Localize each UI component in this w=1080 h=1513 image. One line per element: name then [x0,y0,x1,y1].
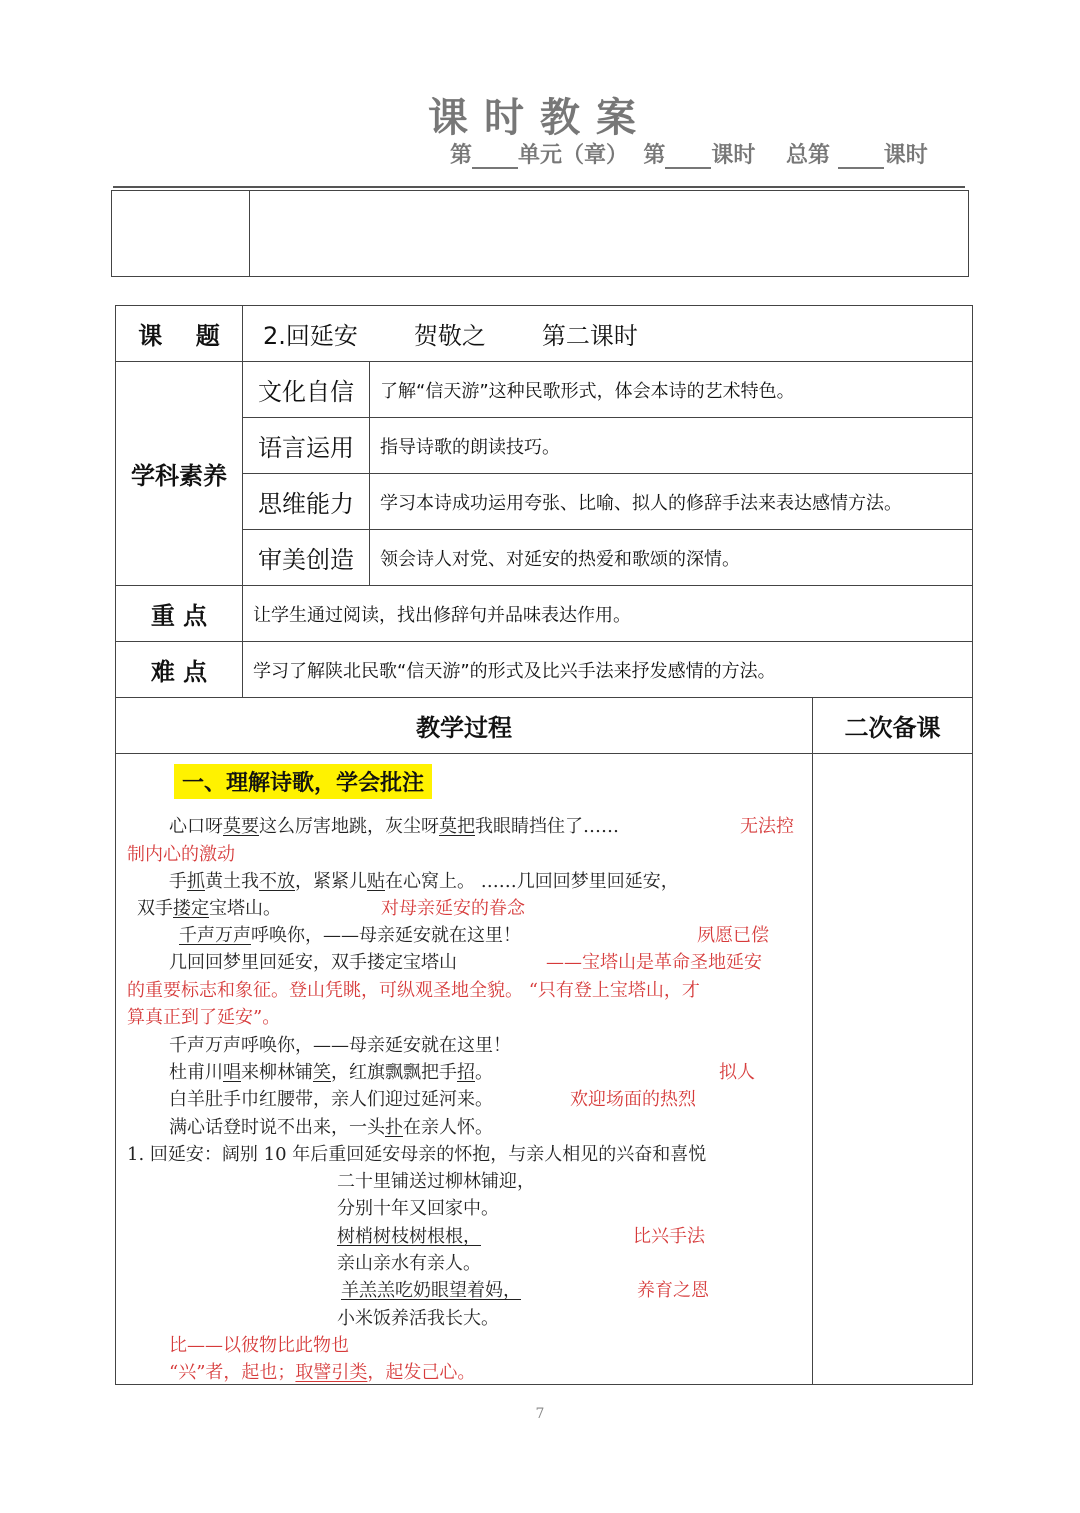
text-segment: 在心窝上。 ……几回回梦里回延安， [385,871,679,892]
poem-line [179,921,521,947]
lesson-count-line [450,138,928,169]
total-label: 总第 [786,143,831,168]
annotated-word: 搂定 [173,898,209,919]
literacy-name: 文化自信 [243,362,370,418]
lesson-blank [665,145,711,169]
annotated-word: 莫把 [439,816,475,837]
margin-note: 对母亲延安的眷念 [381,898,525,919]
process-header: 教学过程 [116,698,813,754]
text-segment: 双手 [137,898,173,919]
second-prep-header: 二次备课 [813,698,973,754]
note-line [169,1358,475,1384]
literacy-row-4 [116,530,973,586]
blank-box-divider [249,191,250,276]
poem-line [169,812,619,838]
literacy-row-2 [116,418,973,474]
page-number: 7 [535,1406,545,1422]
poem-line [169,1113,493,1139]
lesson-plan-table [115,305,973,1385]
poem-line: 分别十年又回家中。 [337,1198,499,1219]
unit-label: 单元（章） [518,143,629,168]
total-blank [838,145,884,169]
text-segment: 在亲人怀。 [403,1117,493,1138]
blank-info-box [111,190,969,277]
text-segment: 杜甫川 [169,1062,223,1083]
annotated-word: 笑 [313,1062,331,1083]
annotated-word: 唱 [223,1062,241,1083]
annotated-word: 取譬引类 [295,1362,368,1383]
text-segment: 满心话登时说不出来，一头 [169,1117,385,1138]
annotated-word: 千声万声 [179,925,251,946]
process-content [116,754,813,1385]
poem-line: 几回回梦里回延安，双手搂定宝塔山 [169,952,457,973]
poem-line [169,1058,493,1084]
text-segment: ，紧紧儿 [295,871,367,892]
difficulty-row [116,642,973,698]
header-rule [113,186,965,188]
course-author: 贺敬之 [413,322,486,350]
page-title: 课时教案 [428,95,652,141]
annotated-word: 招 [457,1062,475,1083]
text-segment: 宝塔山。 [209,898,281,919]
poem-line: 羊羔羔吃奶眼望着妈， [341,1280,521,1301]
annotated-word: 抓 [187,871,205,892]
process-header-row [116,698,973,754]
text-segment: ，红旗飘飘把手 [331,1062,457,1083]
key-point-row [116,586,973,642]
annotated-word: 莫要 [223,816,259,837]
section-title: 一、理解诗歌，学会批注 [174,764,432,799]
process-content-row [116,754,973,1385]
annotated-word: 贴 [367,871,385,892]
literacy-name: 思维能力 [243,474,370,530]
literacy-label: 学科素养 [116,362,243,586]
text-segment: 黄土我 [205,871,259,892]
margin-note: 养育之恩 [637,1280,709,1301]
keshi2-label: 课时 [883,143,928,168]
text-segment: 心口呀 [169,816,223,837]
poem-line: 白羊肚手巾红腰带，亲人们迎过延河来。 [169,1089,493,1110]
difficulty-text: 学习了解陕北民歌“信天游”的形式及比兴手法来抒发感情的方法。 [243,642,973,698]
margin-note: 比兴手法 [633,1226,705,1247]
second-prep-content [813,754,973,1385]
literacy-text: 指导诗歌的朗读技巧。 [370,418,973,474]
margin-note: 算真正到了延安”。 [127,1007,281,1028]
literacy-name: 语言运用 [243,418,370,474]
poem-line [169,867,679,893]
course-row [116,306,973,362]
unit-blank [472,145,518,169]
di2-label: 第 [643,143,666,168]
poem-line: 小米饭养活我长大。 [337,1308,499,1329]
text-segment: “兴”者，起也； [169,1362,296,1383]
text-segment: 。 [475,1062,493,1083]
margin-note: 夙愿已偿 [697,925,769,946]
literacy-row-3 [116,474,973,530]
text-segment: 来柳林铺 [241,1062,313,1083]
text-segment: 手 [169,871,187,892]
margin-note: 拟人 [719,1062,755,1083]
summary-line: 1. 回延安：阔别 10 年后重回延安母亲的怀抱，与亲人相见的兴奋和喜悦 [127,1144,707,1165]
note-line: 比——以彼物比此物也 [169,1335,349,1356]
keshi-label: 课时 [711,143,756,168]
text-segment: 这么厉害地跳，灰尘呀 [259,816,439,837]
poem-line [137,894,281,920]
poem-line: 树梢树枝树根根， [337,1226,481,1247]
literacy-text: 领会诗人对党、对延安的热爱和歌颂的深情。 [370,530,973,586]
margin-note: 的重要标志和象征。登山凭眺，可纵观圣地全貌。 “只有登上宝塔山，才 [127,980,700,1001]
literacy-text: 了解“信天游”这种民歌形式，体会本诗的艺术特色。 [370,362,973,418]
text-segment: 呼唤你，——母亲延安就在这里！ [251,925,521,946]
text-segment: 我眼睛挡住了…… [475,816,619,837]
key-point-label: 重 点 [116,586,243,642]
annotated-word: 扑 [385,1117,403,1138]
course-name: 2.回延安 [263,322,358,350]
literacy-name: 审美创造 [243,530,370,586]
di-label: 第 [450,143,473,168]
course-period: 第二课时 [541,322,638,350]
margin-note: 欢迎场面的热烈 [570,1089,696,1110]
course-title-cell [243,306,973,362]
literacy-row-1 [116,362,973,418]
poem-line: 亲山亲水有亲人。 [337,1253,481,1274]
margin-note: ——宝塔山是革命圣地延安 [546,952,762,973]
key-point-text: 让学生通过阅读，找出修辞句并品味表达作用。 [243,586,973,642]
margin-note: 制内心的激动 [127,844,235,865]
difficulty-label: 难 点 [116,642,243,698]
poem-line: 千声万声呼唤你，——母亲延安就在这里！ [169,1035,511,1056]
course-label: 课 题 [116,306,243,362]
text-segment: ，起发己心。 [367,1362,476,1383]
literacy-text: 学习本诗成功运用夸张、比喻、拟人的修辞手法来表达感情方法。 [370,474,973,530]
poem-line: 二十里铺送过柳林铺迎， [337,1171,535,1192]
margin-note: 无法控 [740,816,794,837]
annotated-word: 不放 [259,871,295,892]
